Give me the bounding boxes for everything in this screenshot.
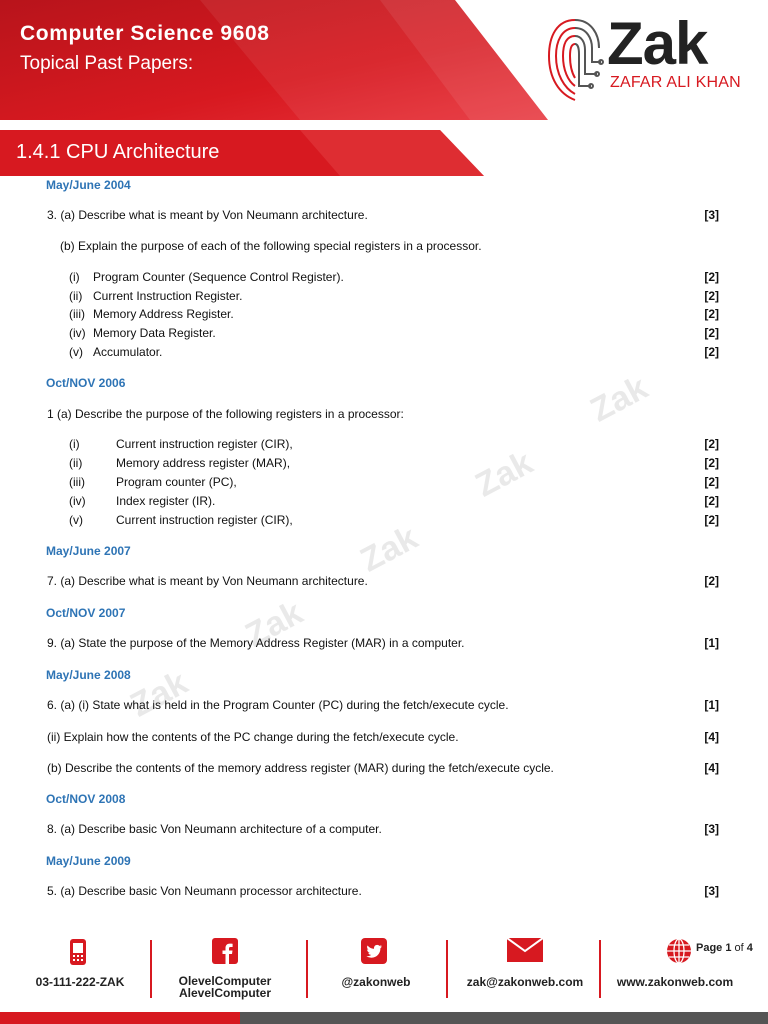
page-label: Page [696,942,723,954]
marks-label: [4] [704,730,719,744]
watermark-logo: Zak [584,368,654,430]
globe-icon[interactable] [666,938,692,964]
question-text: 6. (a) (i) State what is held in the Program Counter (PC) during the fetch/execute cycle. [47,698,509,712]
item-number: (v) [69,345,83,359]
marks-label: [4] [704,761,719,775]
question-text: 1 (a) Describe the purpose of the following registers in a processor: [47,407,404,421]
item-number: (iv) [69,494,86,508]
footer-divider [150,940,152,998]
item-text: Memory address register (MAR), [116,456,291,470]
footer-email[interactable]: zak@zakonweb.com [466,975,584,989]
footer-facebook[interactable] [160,975,290,999]
footer-website[interactable]: www.zakonweb.com [616,975,734,989]
footer-divider [306,940,308,998]
watermark-logo: Zak [354,518,424,580]
session-heading: May/June 2009 [46,854,131,868]
question-text: (ii) Explain how the contents of the PC change during the fetch/execute cycle. [47,730,459,744]
email-icon[interactable] [507,938,543,962]
facebook-line-2[interactable]: AlevelComputer [178,986,272,1000]
marks-label: [3] [704,884,719,898]
marks-label: [2] [704,307,719,321]
item-text: Memory Address Register. [93,307,234,321]
marks-label: [2] [704,475,719,489]
phone-icon [69,938,87,966]
session-heading: Oct/NOV 2007 [46,606,126,620]
question-text: 5. (a) Describe basic Von Neumann processor architecture. [47,884,362,898]
page-number: 1 [725,942,732,954]
logo-wordmark: Zak [607,10,708,77]
item-number: (ii) [69,289,83,303]
footer-grey-stripe [240,1012,768,1024]
item-number: (i) [69,437,80,451]
page-total: 4 [746,942,753,954]
item-number: (i) [69,270,80,284]
marks-label: [2] [704,345,719,359]
facebook-line-1[interactable]: OlevelComputer [178,974,272,988]
marks-label: [2] [704,289,719,303]
question-text: 7. (a) Describe what is meant by Von Neumann architecture. [47,574,368,588]
footer-phone: 03-111-222-ZAK [35,975,125,989]
question-text: (b) Describe the contents of the memory address register (MAR) during the fetch/execute cycle. [47,761,554,775]
zak-logo [545,10,760,105]
item-number: (iv) [69,326,86,340]
marks-label: [1] [704,698,719,712]
marks-label: [2] [704,326,719,340]
session-heading: Oct/NOV 2006 [46,376,126,390]
item-text: Index register (IR). [116,494,216,508]
marks-label: [2] [704,574,719,588]
twitter-icon[interactable] [361,938,387,964]
marks-label: [2] [704,494,719,508]
facebook-icon[interactable] [212,938,238,964]
item-text: Current Instruction Register. [93,289,243,303]
session-heading: May/June 2007 [46,544,131,558]
question-text: 8. (a) Describe basic Von Neumann architecture of a computer. [47,822,382,836]
marks-label: [2] [704,437,719,451]
footer-twitter[interactable]: @zakonweb [341,975,411,989]
logo-subtitle: ZAFAR ALI KHAN [610,74,741,91]
item-number: (iii) [69,307,85,321]
page-indicator [696,942,753,954]
item-text: Program counter (PC), [116,475,237,489]
item-text: Accumulator. [93,345,163,359]
watermark-logo: Zak [124,663,194,725]
marks-label: [2] [704,513,719,527]
document-subtitle: Topical Past Papers: [20,53,194,74]
item-number: (iii) [69,475,85,489]
page-header [0,0,768,120]
session-heading: May/June 2008 [46,668,131,682]
watermark-logo: Zak [469,443,539,505]
marks-label: [3] [704,822,719,836]
page-of: of [734,942,744,954]
marks-label: [2] [704,456,719,470]
item-text: Program Counter (Sequence Control Register). [93,270,344,284]
footer-divider [599,940,601,998]
question-text: 3. (a) Describe what is meant by Von Neumann architecture. [47,208,368,222]
question-text: (b) Explain the purpose of each of the following special registers in a processor. [60,239,482,253]
session-heading: Oct/NOV 2008 [46,792,126,806]
question-text: 9. (a) State the purpose of the Memory Address Register (MAR) in a computer. [47,636,465,650]
marks-label: [2] [704,270,719,284]
fingerprint-icon [545,12,605,104]
item-number: (v) [69,513,83,527]
item-number: (ii) [69,456,83,470]
watermark-logo: Zak [239,593,309,655]
item-text: Current instruction register (CIR), [116,513,293,527]
session-heading: May/June 2004 [46,178,131,192]
section-title: 1.4.1 CPU Architecture [16,141,220,163]
marks-label: [3] [704,208,719,222]
item-text: Memory Data Register. [93,326,216,340]
document-title: Computer Science 9608 [20,22,270,45]
marks-label: [1] [704,636,719,650]
item-text: Current instruction register (CIR), [116,437,293,451]
footer-divider [446,940,448,998]
